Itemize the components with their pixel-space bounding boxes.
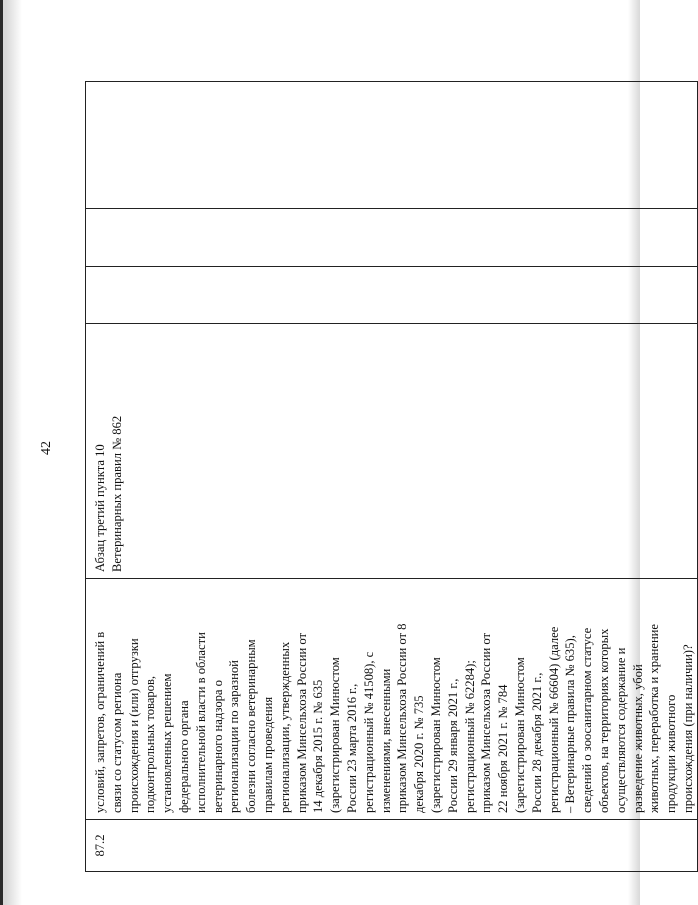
text-line: регионализации по заразной — [227, 660, 242, 813]
answer-na-cell — [86, 82, 698, 209]
text-line: (зарегистрирован Минюстом — [428, 657, 443, 813]
text-line: разведение животных, убой — [630, 664, 645, 813]
text-line: России 29 января 2021 г., — [445, 678, 460, 813]
text-line: (зарегистрирован Минюстом — [328, 657, 343, 813]
table-row — [86, 82, 698, 872]
text-line: регистрационный № 62284); — [462, 660, 477, 813]
text-line: животных, переработка и хранение — [647, 623, 662, 813]
question-cell — [86, 579, 698, 820]
text-line: (зарегистрирован Минюстом — [512, 657, 527, 813]
answer-yes-cell — [86, 267, 698, 324]
text-line: 14 декабря 2015 г. № 635 — [311, 679, 326, 813]
row-number-cell — [86, 820, 698, 872]
reference-cell — [86, 324, 698, 579]
text-line: болезни согласно ветеринарным — [244, 639, 259, 813]
text-line: – Ветеринарные правила № 635), — [563, 635, 578, 813]
text-line: 22 ноября 2021 г. № 784 — [496, 684, 511, 813]
text-line: происхождения (при наличии)? — [680, 644, 695, 813]
question-text — [92, 585, 697, 813]
reference-text — [92, 330, 126, 572]
text-line: условий, запретов, ограничений в — [93, 631, 107, 813]
text-line: ветеринарного надзора о — [210, 680, 225, 813]
text-line: регионализации, утвержденных — [277, 641, 292, 813]
text-line: объектов, на территориях которых — [596, 628, 611, 813]
text-line: осуществляются содержание и — [613, 647, 628, 813]
text-line: федерального органа — [176, 700, 191, 813]
text-line: регистрационный № 41508), с — [361, 651, 376, 813]
text-line: России 23 марта 2016 г., — [344, 683, 359, 813]
text-line: приказом Минсельхоза России от — [479, 633, 494, 813]
text-line: сведений о зоосанитарном статусе — [580, 627, 595, 813]
text-line: регистрационный № 66604) (далее — [546, 626, 561, 813]
text-line: связи со статусом региона — [109, 672, 124, 813]
checklist-table — [85, 81, 698, 872]
page-number: 42 — [39, 441, 54, 455]
rotated-table-wrapper — [85, 82, 695, 872]
text-line: приказом Минсельхоза России от — [294, 633, 309, 813]
row-number: 87.2 — [93, 834, 107, 857]
text-line: Абзац третий пункта 10 — [93, 444, 107, 572]
text-line: исполнительной власти в области — [193, 632, 208, 813]
text-line: установленных решением — [160, 673, 175, 813]
text-line: правилам проведения — [260, 696, 275, 813]
text-line: декабря 2020 г. № 735 — [412, 695, 427, 813]
text-line: приказом Минсельхоза России от 8 — [395, 623, 410, 813]
text-line: продукции животного — [664, 694, 679, 813]
text-line: происхождения и (или) отгрузки — [126, 638, 141, 813]
text-line: Ветеринарных правил № 862 — [109, 415, 124, 572]
scan-edge-left — [0, 0, 22, 905]
text-line: изменениями, внесенными — [378, 668, 393, 813]
answer-no-cell — [86, 209, 698, 267]
text-line: подконтрольных товаров, — [143, 675, 158, 813]
text-line: России 28 декабря 2021 г., — [529, 672, 544, 813]
